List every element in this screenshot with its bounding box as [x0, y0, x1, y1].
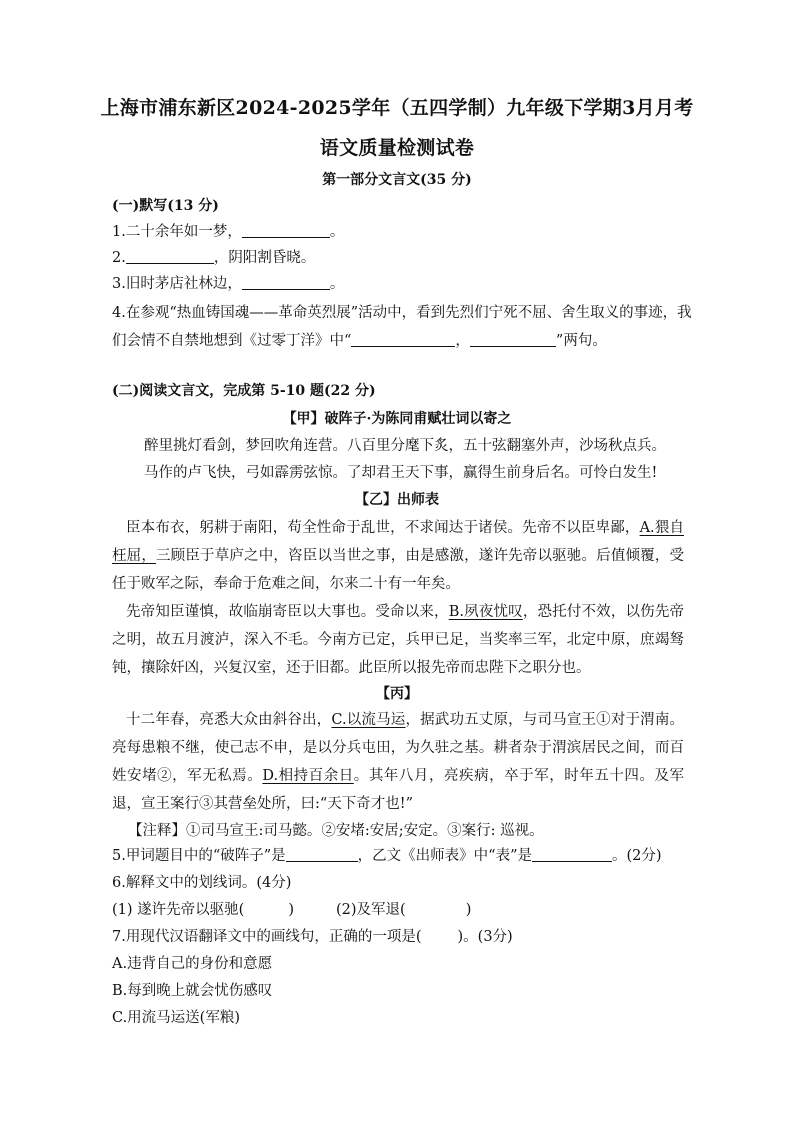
underlined-phrase-a: A.猥自枉 [112, 520, 684, 564]
q6-item-2-close: ) [465, 902, 472, 918]
section1-heading: (一)默写(13 分) [112, 198, 219, 214]
q5-text-mid: ，乙文《出师表》中“表”是 [357, 848, 532, 864]
q3-end: 。 [329, 276, 345, 292]
q4-blank-1[interactable] [351, 331, 455, 347]
q1-end: 。 [329, 224, 345, 240]
yi-p2-text-a: 先帝知臣谨慎，故临崩寄臣以大事也。受命以来， [126, 604, 449, 620]
question-6: 6.解释文中的划线词。(4分) [112, 875, 292, 891]
yi-p1-text-a: 臣本布衣，躬耕于南阳，苟全性命于乱世，不求闻达于诸侯。先帝不以臣卑鄙， [126, 520, 640, 536]
q2-blank[interactable] [126, 248, 214, 264]
q3-blank[interactable] [242, 274, 330, 290]
q6-item-1: (1) 遂许先帝以驱驰( [112, 902, 245, 918]
q5-points: 。(2分) [612, 848, 662, 864]
yi-p1-text-b: 三顾臣于草庐之中，咨臣以当世之事，由是感激，遂许先帝以驱驰。后值倾覆，受任于败军之际，奉命于危难之间，尔来二十有一年矣。 [112, 548, 684, 592]
question-4-line2 [112, 330, 607, 352]
section2-heading: (二)阅读文言文，完成第 5-10 题(22 分) [112, 383, 376, 399]
question-6-items [112, 899, 471, 921]
option-b: B.每到晚上就会忧伤感叹 [112, 983, 273, 999]
annotation-note: 【注释】①司马宣王:司马懿。②安堵:安居;安定。③案行: 巡视。 [128, 823, 544, 839]
bing-text-b: ，据武功五丈原，与司马宣王①对于渭南。亮每患粮不继，使己志不申，是以分兵屯田，为久驻之基。耕者杂于渭滨居民之间，而百姓安堵②，军无私焉。 [112, 712, 685, 784]
q1-text: 1.二十余年如一梦， [112, 224, 242, 240]
q4-end: ”两句。 [555, 333, 607, 349]
q4-comma: ， [455, 333, 470, 349]
bing-title: 【丙】 [376, 686, 418, 702]
part-heading: 第一部分文言文(35 分) [322, 172, 472, 188]
underlined-phrase-c: C.以流马运 [331, 712, 406, 728]
question-2 [112, 247, 315, 269]
q5-blank-1[interactable] [286, 846, 358, 862]
q2-number: 2. [112, 250, 126, 266]
underlined-phrase-b: B.夙夜忧叹 [448, 604, 523, 620]
yi-paragraph-1 [112, 514, 684, 598]
q7-text: 7.用现代汉语翻译文中的画线句，正确的一项是( [112, 929, 422, 945]
bing-paragraph [112, 706, 684, 818]
q7-points: )。(3分) [457, 929, 513, 945]
q6-item-1-close: ) [288, 902, 294, 918]
q6-item-2: (2)及军退( [335, 902, 406, 918]
question-5 [112, 845, 662, 867]
exam-title-line2: 语文质量检测试卷 [319, 137, 475, 159]
question-7 [112, 926, 513, 948]
question-3 [112, 273, 344, 295]
q1-blank[interactable] [242, 222, 330, 238]
jia-line-2: 马作的卢飞快，弓如霹雳弦惊。了却君王天下事，赢得生前身后名。可怜白发生! [144, 465, 658, 481]
option-c: C.用流马运送(军粮) [112, 1010, 241, 1026]
option-a: A.违背自己的身份和意愿 [112, 956, 273, 972]
jia-line-1: 醉里挑灯看剑，梦回吹角连营。八百里分麾下炙，五十弦翻塞外声，沙场秋点兵。 [144, 438, 666, 454]
yi-p2-text-b: ，恐托付不效，以伤先帝之明，故五月渡泸，深入不毛。今南方已定，兵甲已足，当奖率三军，北定中原，庶竭驽钝，攘除奸凶，兴复汉室，还于旧都。此臣所以报先帝而忠陛下之职分也。 [112, 604, 685, 676]
bing-text-c: 。其年八月，亮疾病，卒于军，时年五十四。及军退，宣王案行③其营垒处所，曰:“天下奇才也!” [112, 768, 685, 812]
question-1 [112, 221, 344, 243]
q5-blank-2[interactable] [532, 846, 612, 862]
question-4-line1: 4.在参观“热血铸国魂——革命英烈展”活动中，看到先烈们宁死不屈、舍生取义的事迹，我 [112, 305, 692, 321]
q3-text: 3.旧时茅店社林边， [112, 276, 242, 292]
q4-text: 们会情不自禁地想到《过零丁洋》中“ [112, 333, 352, 349]
yi-paragraph-2 [112, 598, 684, 682]
jia-title: 【甲】破阵子·为陈同甫赋壮词以寄之 [282, 411, 512, 427]
bing-text-a: 十二年春，亮悉大众由斜谷出， [126, 712, 332, 728]
q2-text: ，阴阳割昏晓。 [213, 250, 316, 266]
underlined-phrase-a-cont: 屈， [126, 548, 157, 564]
underlined-phrase-d: D.相持百余日 [262, 768, 354, 784]
yi-title: 【乙】出师表 [355, 492, 439, 508]
exam-title-line1: 上海市浦东新区2024-2025学年（五四学制）九年级下学期3月月考 [100, 97, 694, 119]
q4-blank-2[interactable] [470, 331, 556, 347]
q5-text: 5.甲词题目中的“破阵子”是 [112, 848, 286, 864]
